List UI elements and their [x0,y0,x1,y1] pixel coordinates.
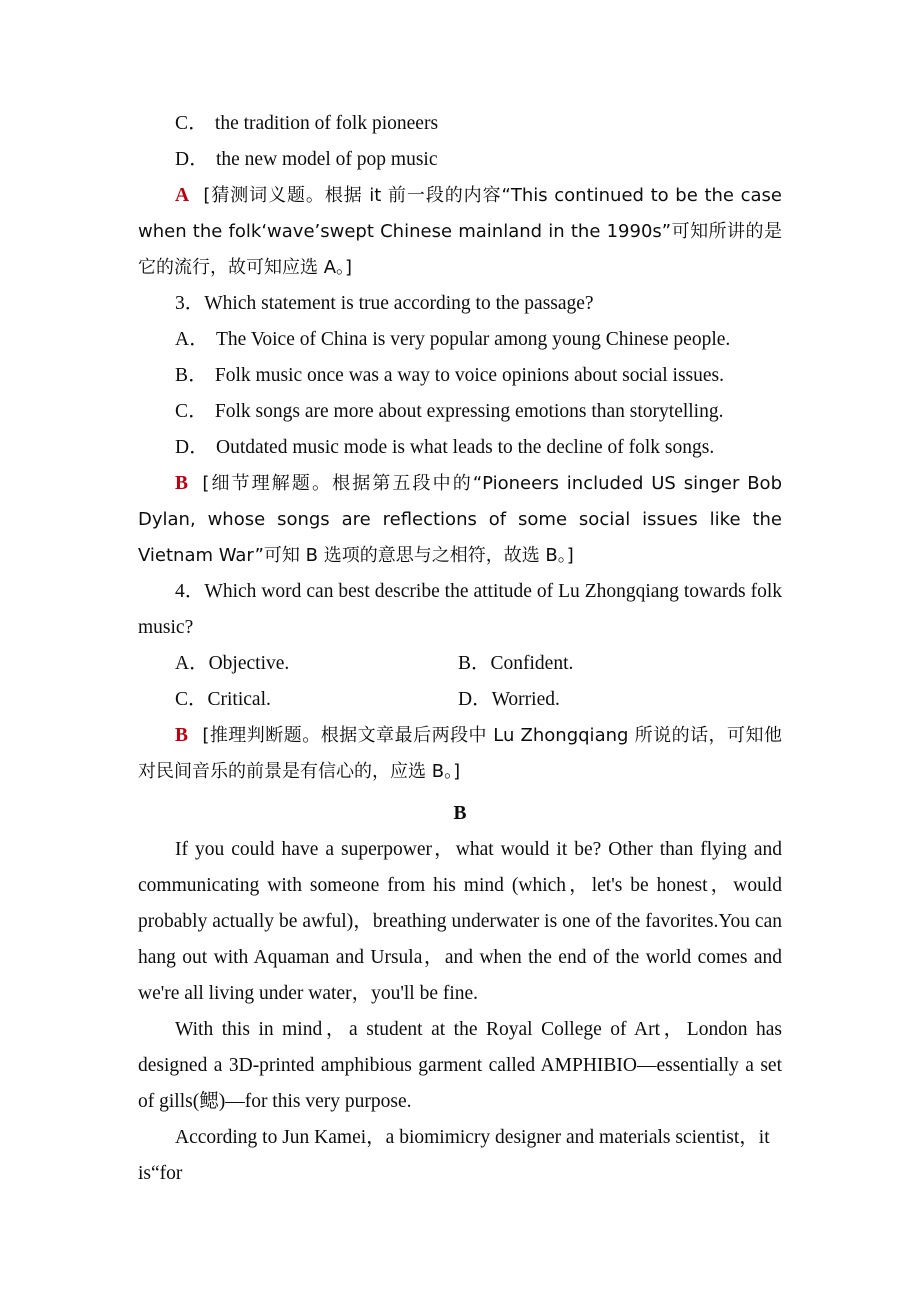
option-item [175,682,271,718]
option-label: A． [175,653,209,674]
option-item [458,682,560,718]
option-row [138,646,782,682]
passage-paragraph: If you could have a superpower，what would it be? Other than flying and communicating with someone from his mind (which，let's be honest，would probably actually be awful)，breathing underwater is one of the favorites.You can hang out with Aquaman and Ursula，and when the end of the world comes and we're all living under water，you'll be fine. [138,839,782,1004]
answer-explanation-block [138,718,782,790]
option-label: D． [175,149,209,170]
option-text: Worried. [491,689,560,710]
question-stem [138,286,782,322]
option-label: C． [175,401,208,422]
option-item [458,646,573,682]
passage-paragraph: According to Jun Kamei，a biomimicry designer and materials scientist，it is“for [138,1127,770,1184]
answer-explanation-text: [猜测词义题。根据 it 前一段的内容“This continued to be the case when the folk‘wave’swept Chinese mainland in the 1990s”可知所讲的是它的流行，故可知应选 A。] [138,185,782,278]
answer-letter: A [175,185,190,206]
option-label: C． [175,689,208,710]
option-text: the new model of pop music [215,149,438,170]
question-stem-text: Which word can best describe the attitude of Lu Zhongqiang towards folk music? [138,581,782,638]
option-item [175,646,289,682]
answer-explanation-text: [细节理解题。根据第五段中的“Pioneers included US singer Bob Dylan, whose songs are reflections of some social issues like the Vietnam War”可知 B 选项的意思与之相符，故选 B。] [138,473,782,566]
option-text: Outdated music mode is what leads to the decline of folk songs. [215,437,715,458]
option-label: D． [175,437,209,458]
passage-paragraph: With this in mind，a student at the Royal College of Art，London has designed a 3D-printed amphibious garment called AMPHIBIO—essentially a set of gills(鳃)—for this very purpose. [138,1019,782,1112]
option-label: B． [458,653,491,674]
answer-explanation-text: [推理判断题。根据文章最后两段中 Lu Zhongqiang 所说的话，可知他对民间音乐的前景是有信心的，应选 B。] [138,725,782,782]
option-item [138,142,782,178]
answer-explanation-block [138,466,782,574]
option-text: Folk music once was a way to voice opinions about social issues. [214,365,725,386]
document-body-column [138,106,782,1192]
option-label: D． [458,689,492,710]
option-item [138,430,782,466]
option-item [138,358,782,394]
passage-section-letter: B [453,803,467,824]
option-row [138,682,782,718]
option-label: B． [175,365,208,386]
option-label: A． [175,329,209,350]
option-item [138,322,782,358]
option-item [138,106,782,142]
question-stem-text: Which statement is true according to the passage? [204,293,594,314]
answer-letter: B [175,725,189,746]
question-stem [138,574,782,646]
question-number: 4． [175,581,205,602]
option-label: C． [175,113,208,134]
option-text: The Voice of China is very popular among young Chinese people. [215,329,731,350]
question-number: 3． [175,293,205,314]
answer-explanation-block [138,178,782,286]
answer-letter: B [175,473,189,494]
option-text: Folk songs are more about expressing emotions than storytelling. [214,401,724,422]
option-item [138,394,782,430]
option-text: the tradition of folk pioneers [214,113,439,134]
option-text: Critical. [207,689,271,710]
option-text: Confident. [490,653,574,674]
option-text: Objective. [208,653,290,674]
